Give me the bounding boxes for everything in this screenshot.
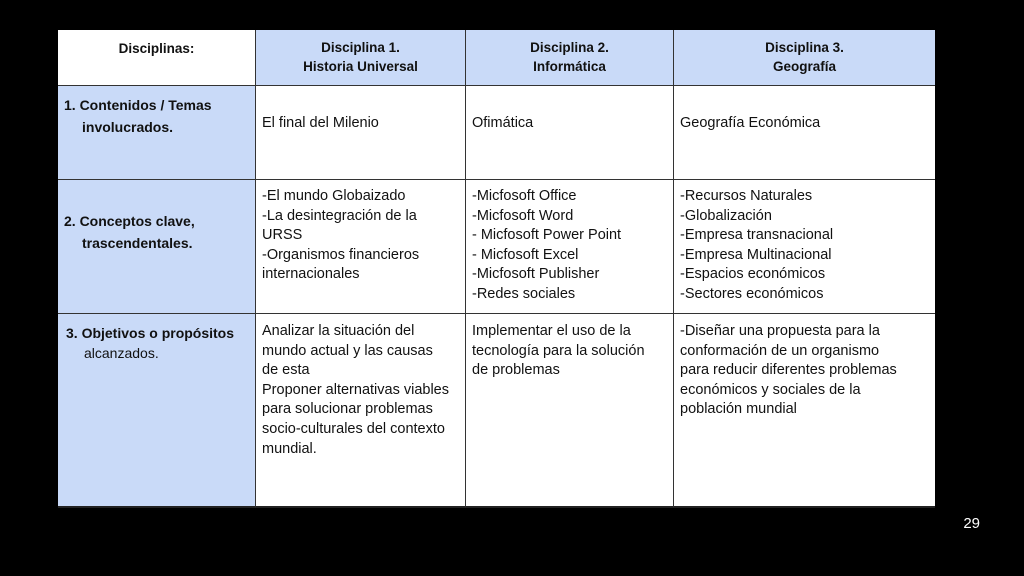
cell-text: -Redes sociales [472, 285, 576, 302]
header-text: Disciplina 2. [530, 40, 609, 55]
table-cell [256, 314, 466, 508]
row-label-text: involucrados. [82, 119, 174, 135]
cell-text: internacionales [262, 266, 360, 283]
cell-text: tecnología para la solución [472, 342, 645, 359]
cell-text: -Micfosoft Word [472, 207, 574, 224]
cell-text: -Organismos financieros [262, 246, 420, 263]
cell-text: -Recursos Naturales [680, 188, 813, 204]
header-corner-text: Disciplinas: [118, 41, 195, 56]
cell-text: -Empresa transnacional [680, 227, 834, 244]
header-text: Informática [533, 59, 606, 74]
cell-text: -Micfosoft Office [472, 188, 577, 204]
table-cell [674, 86, 935, 180]
header-text: Historia Universal [303, 59, 418, 74]
row-label-text: trascendentales. [82, 235, 193, 251]
cell-text: -Diseñar una propuesta para la [680, 323, 880, 339]
cell-text: para reducir diferentes problemas [680, 362, 897, 379]
cell-text: -El mundo Globaizado [262, 188, 406, 204]
row-label-conceptos [58, 180, 256, 314]
cell-text: para solucionar problemas [262, 401, 433, 418]
header-text: Geografía [772, 59, 837, 74]
cell-text: - Micfosoft Excel [472, 246, 579, 263]
row-label-text: 3. Objetivos o propósitos [66, 325, 235, 341]
cell-text: Implementar el uso de la [472, 323, 631, 339]
cell-text: de esta [262, 362, 310, 379]
cell-text: socio-culturales del contexto [262, 420, 445, 437]
cell-text: -Sectores económicos [680, 285, 824, 302]
cell-text: conformación de un organismo [680, 342, 880, 359]
header-discipline-2 [466, 30, 674, 86]
cell-text: -Micfosoft Publisher [472, 266, 600, 283]
cell-text: Ofimática [472, 115, 534, 131]
cell-text: Analizar la situación del [262, 323, 415, 339]
row-label-text: 2. Conceptos clave, [64, 213, 195, 229]
header-corner [58, 30, 256, 86]
cell-text: -Espacios económicos [680, 266, 826, 283]
cell-text: -Globalización [680, 207, 772, 224]
table-cell [466, 86, 674, 180]
cell-text: -La desintegración de la [262, 207, 417, 224]
slide-page-number: 29 [963, 515, 980, 532]
disciplines-table [58, 30, 935, 508]
cell-text: de problemas [472, 362, 560, 379]
cell-text: El final del Milenio [262, 115, 379, 131]
cell-text: URSS [262, 227, 303, 244]
table-cell [466, 180, 674, 314]
table-cell [674, 180, 935, 314]
header-discipline-3 [674, 30, 935, 86]
row-label-contenidos [58, 86, 256, 180]
cell-text: Proponer alternativas viables [262, 381, 449, 398]
table-cell [256, 180, 466, 314]
header-text: Disciplina 3. [765, 40, 844, 55]
cell-text: mundial. [262, 440, 317, 457]
cell-text: - Micfosoft Power Point [472, 227, 622, 244]
row-label-text: 1. Contenidos / Temas [64, 97, 212, 113]
table-cell [256, 86, 466, 180]
row-label-objetivos [58, 314, 256, 508]
cell-text: Geografía Económica [680, 115, 821, 131]
cell-text: -Empresa Multinacional [680, 246, 832, 263]
cell-text: población mundial [680, 401, 797, 418]
header-discipline-1 [256, 30, 466, 86]
header-text: Disciplina 1. [321, 40, 400, 55]
table-cell [466, 314, 674, 508]
cell-text: económicos y sociales de la [680, 381, 861, 398]
table-cell [674, 314, 935, 508]
cell-text: mundo actual y las causas [262, 342, 433, 359]
row-label-text: alcanzados. [84, 345, 159, 361]
